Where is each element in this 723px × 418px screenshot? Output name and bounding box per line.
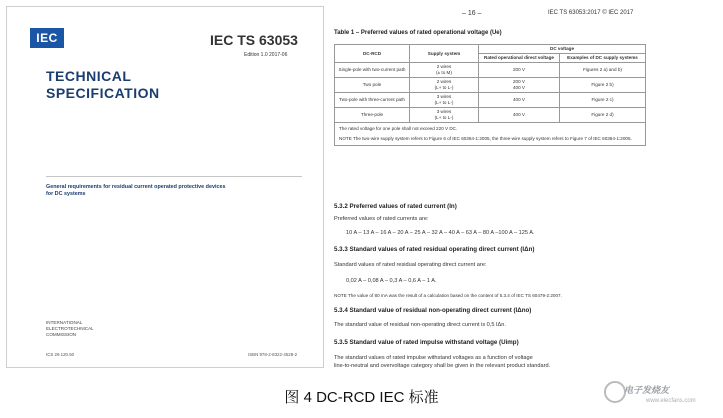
cover-heading [46,68,160,102]
table-row [335,63,646,78]
cell-example: Figures 2 a) and b) [560,63,646,78]
watermark-logo-icon [604,381,626,403]
col-header-supply: Supply system [410,45,479,63]
section-5-3-2-values: 10 A – 13 A – 16 A – 20 A – 25 A – 32 A – 40 A – 63 A – 80 A –100 A – 125 A. [346,230,535,236]
cell-supply-conn: (L+ to L-) [434,85,454,90]
col-header-examples: Examples of DC supply systems [560,54,646,63]
cover-subtitle-line1: General requirements for residual current operated protective devices [46,184,226,190]
watermark-url: www.elecfans.com [646,398,696,404]
cover-subtitle-line2: for DC systems [46,191,86,197]
org-line1: INTERNATIONAL [46,320,83,325]
org-line3: COMMISSION [46,332,77,337]
col-header-rcd: DC-RCD [335,45,410,63]
cell-example: Figure 2 b) [560,78,646,93]
cell-supply-wires: 3 wires [436,94,452,99]
cell-rcd: Three-pole [335,108,410,123]
table-row [335,108,646,123]
section-5-3-2-title: 5.3.2 Preferred values of rated current (In) [334,203,457,210]
table-header-row [335,45,646,54]
cell-supply [410,63,479,78]
table-notes-row [335,123,646,146]
cell-supply-wires: 2 wires [436,79,452,84]
iec-logo: IEC [30,28,64,48]
cell-voltage-a: 200 V [512,79,525,84]
cover-organization [46,320,94,338]
cell-example: Figure 2 c) [560,93,646,108]
section-5-3-4-title: 5.3.4 Standard value of residual non-operating direct current (IΔno) [334,307,532,314]
section-5-3-3-title: 5.3.3 Standard values of rated residual operating direct current (IΔn) [334,246,535,253]
cell-voltage: 200 V [479,63,560,78]
section-5-3-3-values: 0,02 A – 0,08 A – 0,3 A – 0,6 A – 1 A. [346,278,437,284]
cell-supply-conn: (L+ to L-) [434,115,454,120]
figure-caption: 图 4 DC-RCD IEC 标准 [284,389,439,406]
table-row [335,93,646,108]
cell-rcd: Single-pole with two-current path [335,63,410,78]
cover-doc-id: IEC TS 63053 [210,32,298,48]
cell-supply-conn: (L+ to L-) [434,100,454,105]
cover-heading-line2: SPECIFICATION [46,85,160,101]
section-5-3-5-text2: line-to-neutral and overvoltage category shall be given in the relevant product standard. [334,363,551,369]
table-notes [335,123,646,146]
cell-supply [410,93,479,108]
cell-voltage-b: 400 V [512,85,525,90]
cell-voltage [479,78,560,93]
voltage-table [334,44,646,146]
page-number: – 16 – [462,10,482,17]
cell-example: Figure 2 d) [560,108,646,123]
section-5-3-3-text: Standard values of rated residual operating direct current are: [334,262,487,268]
watermark-name: 电子发烧友 [624,385,670,395]
col-header-voltage: Rated operational direct voltage [479,54,560,63]
group-header: DC voltage [479,45,646,54]
cover-divider [46,176,302,177]
table-row [335,78,646,93]
cell-supply [410,78,479,93]
cell-supply-wires: 3 wires [436,109,452,114]
cover-subtitle [46,184,286,198]
section-5-3-5-title: 5.3.5 Standard value of rated impulse withstand voltage (Uimp) [334,339,519,346]
table-note-1: The rated voltage for one pole shall not exceed 220 V DC. [339,126,458,131]
section-5-3-3-note: NOTE The value of 80 mA was the result of a calculation based on the content of 5.3.4 of IEC TS 60479-2:2007. [334,293,562,298]
table-title: Table 1 – Preferred values of rated operational voltage (Ue) [334,30,502,36]
cell-voltage: 400 V [479,108,560,123]
cell-voltage: 400 V [479,93,560,108]
cover-isbn: ISBN 978-2-8322-4528-2 [248,352,298,357]
cell-supply-conn: (± to M) [436,70,452,75]
cell-supply-wires: 2 wires [436,64,452,69]
cover-ics: ICS 29.120.50 [46,352,75,357]
cell-supply [410,108,479,123]
page-header: IEC TS 63053:2017 © IEC 2017 [548,10,634,16]
cover-edition: Edition 1.0 2017-06 [244,52,288,58]
org-line2: ELECTROTECHNICAL [46,326,94,331]
cell-rcd: Two pole [335,78,410,93]
section-5-3-5-text1: The standard values of rated impulse withstand voltages as a function of voltage [334,355,533,361]
cell-rcd: Two-pole with three-current path [335,93,410,108]
cover-heading-line1: TECHNICAL [46,68,132,84]
section-5-3-2-text: Preferred values of rated currents are: [334,216,429,222]
section-5-3-4-text: The standard value of residual non-operating direct current is 0,5 IΔn. [334,322,506,328]
table-note-2: NOTE The two-wire supply system refers to Figure 6 of IEC 60364-1:2005, the three-wire supply system refers to Figure 7 of IEC 60364-1:2005. [339,136,632,141]
